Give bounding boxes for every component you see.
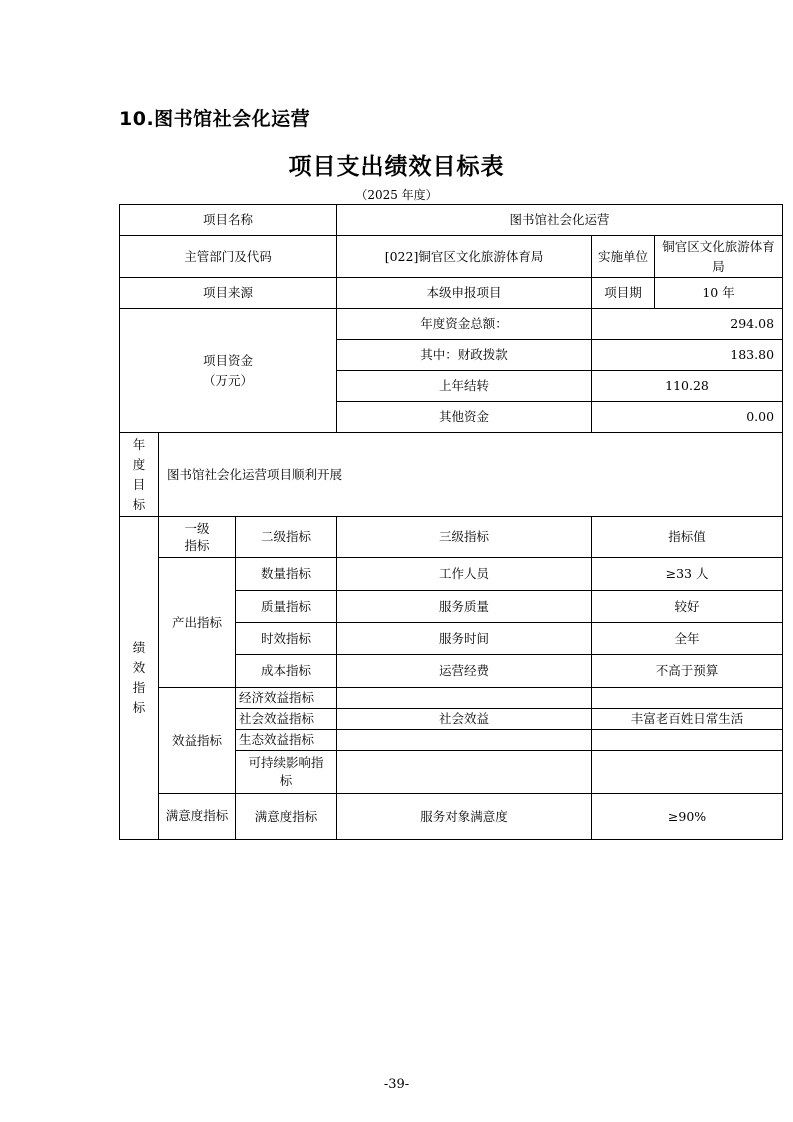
benefit-l2-sustainable: 可持续影响指标 [236,751,337,794]
funds-total-label: 年度资金总额： [337,309,592,340]
output-l3-quantity: 工作人员 [337,558,592,591]
annual-goal-text: 图书馆社会化运营项目顺利开展 [159,433,783,517]
benefit-value-sustainable [592,751,783,794]
output-l3-quality: 服务质量 [337,591,592,623]
benefit-value-economic [592,688,783,709]
funds-fiscal-value: 183.80 [592,340,783,371]
benefit-value-ecological [592,730,783,751]
year-note: （2025 年度） [355,188,438,202]
row-benefit-1 [120,688,783,709]
project-name-value: 图书馆社会化运营 [337,205,783,236]
output-value-quality: 较好 [592,591,783,623]
source-label: 项目来源 [120,278,337,309]
row-annual-goal [120,433,783,517]
section-title: 10.图书馆社会化运营 [119,108,311,130]
funds-other-label: 其他资金 [337,402,592,433]
benefit-value-social: 丰富老百姓日常生活 [592,709,783,730]
satisfaction-l3: 服务对象满意度 [337,794,592,840]
row-funds-total [120,309,783,340]
period-value: 10 年 [655,278,783,309]
output-value-quantity: ≥33 人 [592,558,783,591]
benefit-l2-social: 社会效益指标 [236,709,337,730]
funds-other-value: 0.00 [592,402,783,433]
funds-total-value: 294.08 [592,309,783,340]
funds-carryover-label: 上年结转 [337,371,592,402]
output-value-timeliness: 全年 [592,623,783,655]
benefit-l2-ecological: 生态效益指标 [236,730,337,751]
output-indicators-label: 产出指标 [159,558,236,688]
source-value: 本级申报项目 [337,278,592,309]
header-level1: 一级指标 [159,517,236,558]
output-l2-cost: 成本指标 [236,655,337,688]
header-level2: 二级指标 [236,517,337,558]
page-number: -39- [383,1077,410,1092]
benefit-l3-social: 社会效益 [337,709,592,730]
output-l2-quality: 质量指标 [236,591,337,623]
performance-goal-table [119,204,783,840]
document-title: 项目支出绩效目标表 [288,154,505,180]
department-label: 主管部门及代码 [120,236,337,278]
implementer-value: 铜官区文化旅游体育局 [655,236,783,278]
annual-goal-label: 年度目标 [120,433,159,517]
funds-carryover-value: 110.28 [592,371,783,402]
period-label: 项目期 [592,278,655,309]
funds-label: 项目资金 （万元） [120,309,337,433]
row-output-1 [120,558,783,591]
department-value: [022]铜官区文化旅游体育局 [337,236,592,278]
funds-fiscal-label: 其中：财政拨款 [337,340,592,371]
benefit-indicators-label: 效益指标 [159,688,236,794]
benefit-l2-economic: 经济效益指标 [236,688,337,709]
output-value-cost: 不高于预算 [592,655,783,688]
implementer-label: 实施单位 [592,236,655,278]
row-department [120,236,783,278]
row-project-name [120,205,783,236]
header-level3: 三级指标 [337,517,592,558]
row-satisfaction [120,794,783,840]
output-l3-cost: 运营经费 [337,655,592,688]
satisfaction-value: ≥90% [592,794,783,840]
project-name-label: 项目名称 [120,205,337,236]
output-l2-timeliness: 时效指标 [236,623,337,655]
benefit-l3-ecological [337,730,592,751]
indicators-label: 绩效指标 [120,517,159,840]
benefit-l3-sustainable [337,751,592,794]
output-l3-timeliness: 服务时间 [337,623,592,655]
output-l2-quantity: 数量指标 [236,558,337,591]
header-value: 指标值 [592,517,783,558]
satisfaction-l2: 满意度指标 [236,794,337,840]
row-source [120,278,783,309]
row-indicator-header [120,517,783,558]
benefit-l3-economic [337,688,592,709]
satisfaction-indicators-label: 满意度指标 [159,794,236,840]
